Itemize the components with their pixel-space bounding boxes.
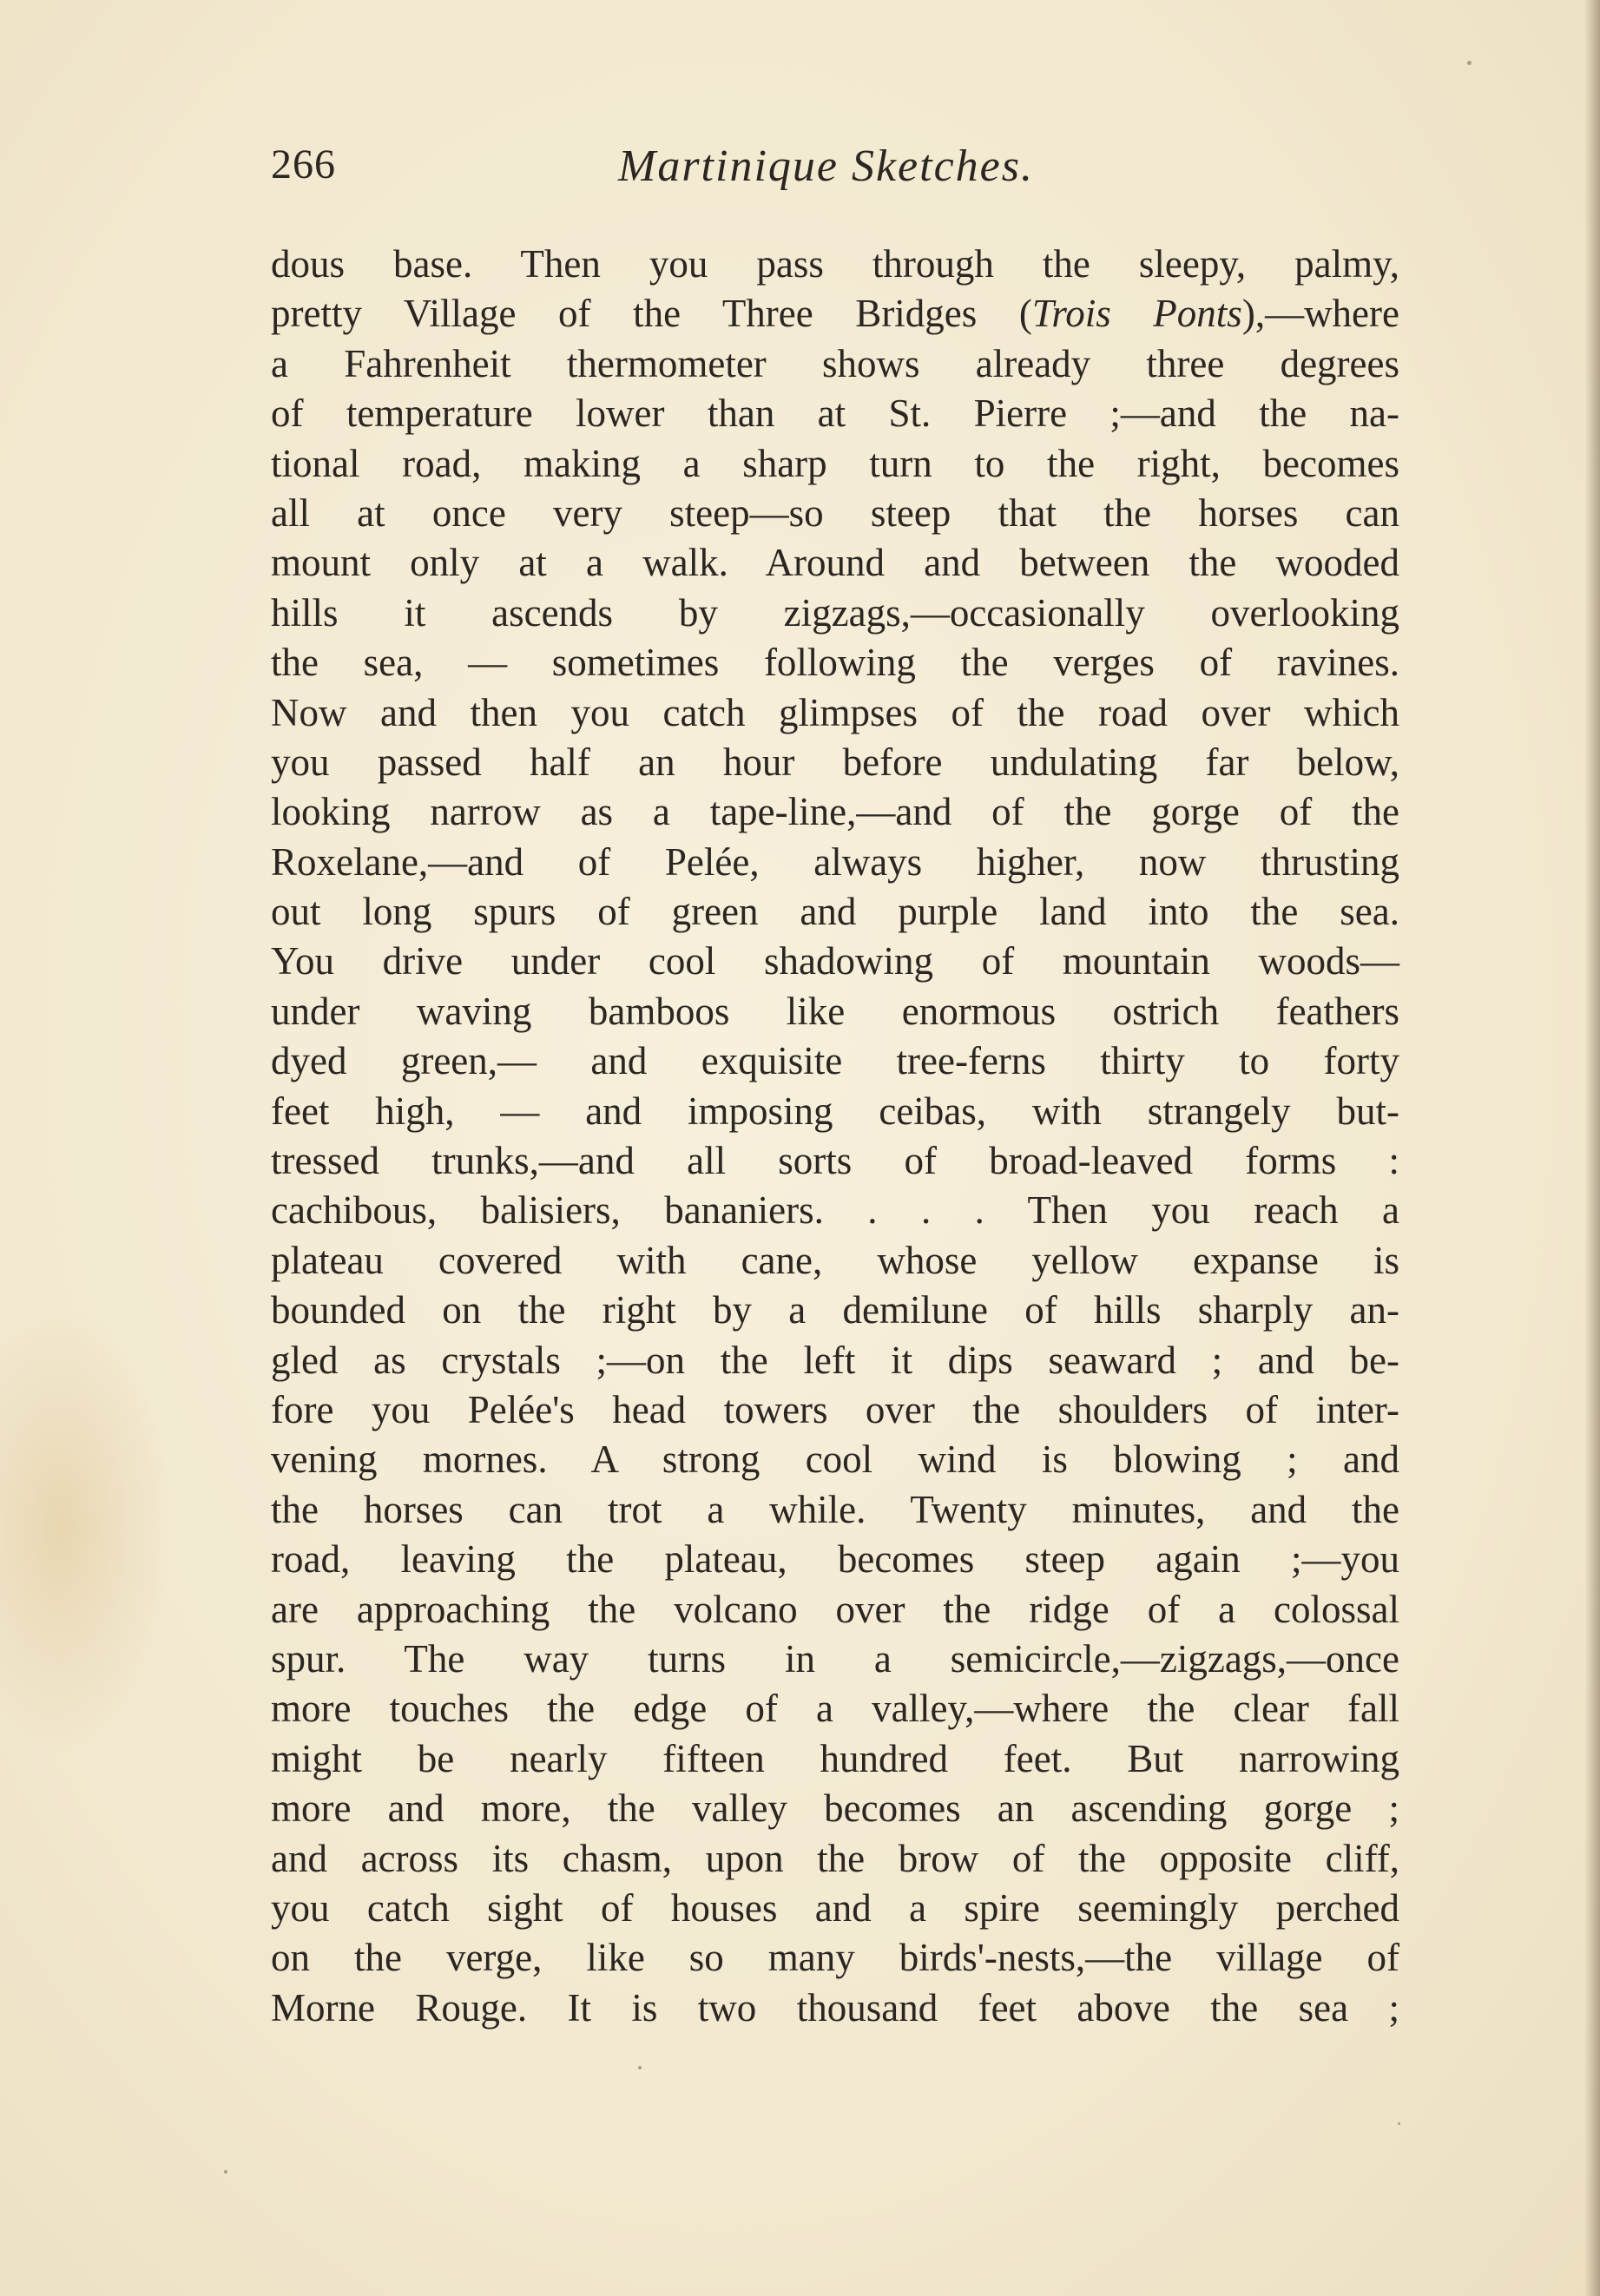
text-segment: road, leaving the plateau, becomes steep again ;—you bbox=[271, 1537, 1399, 1582]
text-line bbox=[271, 1036, 1399, 1086]
text-segment: the sea, — sometimes following the verges of ravines. bbox=[271, 641, 1399, 685]
paper-speck bbox=[1467, 61, 1472, 65]
text-line bbox=[271, 1385, 1399, 1435]
text-segment: are approaching the volcano over the ridge of a colossal bbox=[271, 1587, 1399, 1631]
text-segment: Morne Rouge. It is two thousand feet above the sea ; bbox=[271, 1985, 1399, 2030]
text-line bbox=[271, 688, 1399, 738]
text-segment: on the verge, like so many birds'-nests,—the village of bbox=[271, 1936, 1399, 1980]
text-segment: you catch sight of houses and a spire seemingly perched bbox=[271, 1885, 1399, 1930]
text-line bbox=[271, 738, 1399, 787]
text-segment: fore you Pelée's head towers over the shoulders of inter- bbox=[271, 1387, 1399, 1431]
text-segment: and across its chasm, upon the brow of the opposite cliff, bbox=[271, 1836, 1399, 1880]
text-line bbox=[271, 638, 1399, 687]
text-segment: more touches the edge of a valley,—where the clear fall bbox=[271, 1687, 1399, 1731]
text-line bbox=[271, 1984, 1399, 2033]
text-line bbox=[271, 1834, 1399, 1884]
text-line bbox=[271, 1585, 1399, 1635]
text-line bbox=[271, 289, 1399, 339]
text-line bbox=[271, 1734, 1399, 1784]
text-segment: spur. The way turns in a semicircle,—zigzags,—once bbox=[271, 1636, 1399, 1681]
page-edge-shadow bbox=[1584, 0, 1600, 2296]
text-segment: mount only at a walk. Around and between the wooded bbox=[271, 541, 1399, 585]
text-line bbox=[271, 1485, 1399, 1535]
text-line bbox=[271, 1087, 1399, 1136]
paper-speck bbox=[638, 2066, 642, 2069]
text-segment: plateau covered with cane, whose yellow expanse is bbox=[271, 1238, 1399, 1282]
body-text bbox=[271, 240, 1399, 2033]
text-segment: You drive under cool shadowing of mountain woods— bbox=[271, 939, 1399, 984]
text-line bbox=[271, 538, 1399, 588]
text-segment: under waving bamboos like enormous ostrich feathers bbox=[271, 989, 1399, 1033]
text-line bbox=[271, 1535, 1399, 1584]
text-segment: ),—where bbox=[1241, 292, 1399, 336]
text-line bbox=[271, 1784, 1399, 1833]
text-line bbox=[271, 589, 1399, 638]
text-line bbox=[271, 1635, 1399, 1684]
text-segment: a Fahrenheit thermometer shows already three degrees bbox=[271, 341, 1399, 385]
text-segment: looking narrow as a tape-line,—and of the gorge of the bbox=[271, 790, 1399, 834]
text-segment: all at once very steep—so steep that the horses can bbox=[271, 490, 1399, 535]
text-line bbox=[271, 937, 1399, 986]
text-line bbox=[271, 1435, 1399, 1484]
running-title: Martinique Sketches. bbox=[618, 141, 1034, 191]
text-segment: pretty Village of the Three Bridges ( bbox=[271, 292, 1032, 336]
text-segment: vening mornes. A strong cool wind is blowing ; and bbox=[271, 1437, 1399, 1482]
text-segment: might be nearly fifteen hundred feet. But narrowing bbox=[271, 1736, 1399, 1780]
text-line bbox=[271, 439, 1399, 489]
text-segment: bounded on the right by a demilune of hills sharply an- bbox=[271, 1288, 1399, 1332]
paper-stain bbox=[0, 1302, 174, 1753]
text-segment: feet high, — and imposing ceibas, with strangely but- bbox=[271, 1089, 1399, 1133]
text-line bbox=[271, 339, 1399, 389]
text-segment: you passed half an hour before undulating far below, bbox=[271, 740, 1399, 784]
page-header bbox=[271, 141, 1399, 201]
text-line bbox=[271, 887, 1399, 937]
text-line bbox=[271, 787, 1399, 837]
text-segment: of temperature lower than at St. Pierre ;—and the na- bbox=[271, 391, 1399, 436]
text-line bbox=[271, 1933, 1399, 1983]
page-number: 266 bbox=[271, 141, 336, 187]
italic-segment: Trois Ponts bbox=[1031, 292, 1242, 336]
text-line bbox=[271, 489, 1399, 538]
text-segment: out long spurs of green and purple land into the sea. bbox=[271, 890, 1399, 934]
text-line bbox=[271, 1136, 1399, 1186]
text-line bbox=[271, 1884, 1399, 1933]
text-line bbox=[271, 1336, 1399, 1385]
text-line bbox=[271, 240, 1399, 289]
text-segment: Roxelane,—and of Pelée, always higher, now thrusting bbox=[271, 839, 1399, 884]
text-line bbox=[271, 389, 1399, 438]
text-line bbox=[271, 1286, 1399, 1335]
paper-speck bbox=[1398, 2122, 1400, 2125]
text-line bbox=[271, 838, 1399, 887]
text-line bbox=[271, 1186, 1399, 1235]
text-segment: the horses can trot a while. Twenty minutes, and the bbox=[271, 1487, 1399, 1531]
text-segment: Now and then you catch glimpses of the road over which bbox=[271, 690, 1399, 734]
text-segment: dous base. Then you pass through the sleepy, palmy, bbox=[271, 242, 1399, 286]
text-segment: gled as crystals ;—on the left it dips seaward ; and be- bbox=[271, 1338, 1399, 1382]
text-line bbox=[271, 987, 1399, 1036]
text-line bbox=[271, 1236, 1399, 1286]
text-segment: tional road, making a sharp turn to the right, becomes bbox=[271, 441, 1399, 485]
text-segment: dyed green,— and exquisite tree-ferns thirty to forty bbox=[271, 1039, 1399, 1083]
text-segment: more and more, the valley becomes an ascending gorge ; bbox=[271, 1786, 1399, 1831]
paper-speck bbox=[224, 2170, 227, 2174]
text-line bbox=[271, 1684, 1399, 1734]
text-segment: tressed trunks,—and all sorts of broad-leaved forms : bbox=[271, 1139, 1399, 1183]
text-segment: cachibous, balisiers, bananiers. . . . Then you reach a bbox=[271, 1188, 1399, 1233]
text-segment: hills it ascends by zigzags,—occasionally overlooking bbox=[271, 590, 1399, 635]
